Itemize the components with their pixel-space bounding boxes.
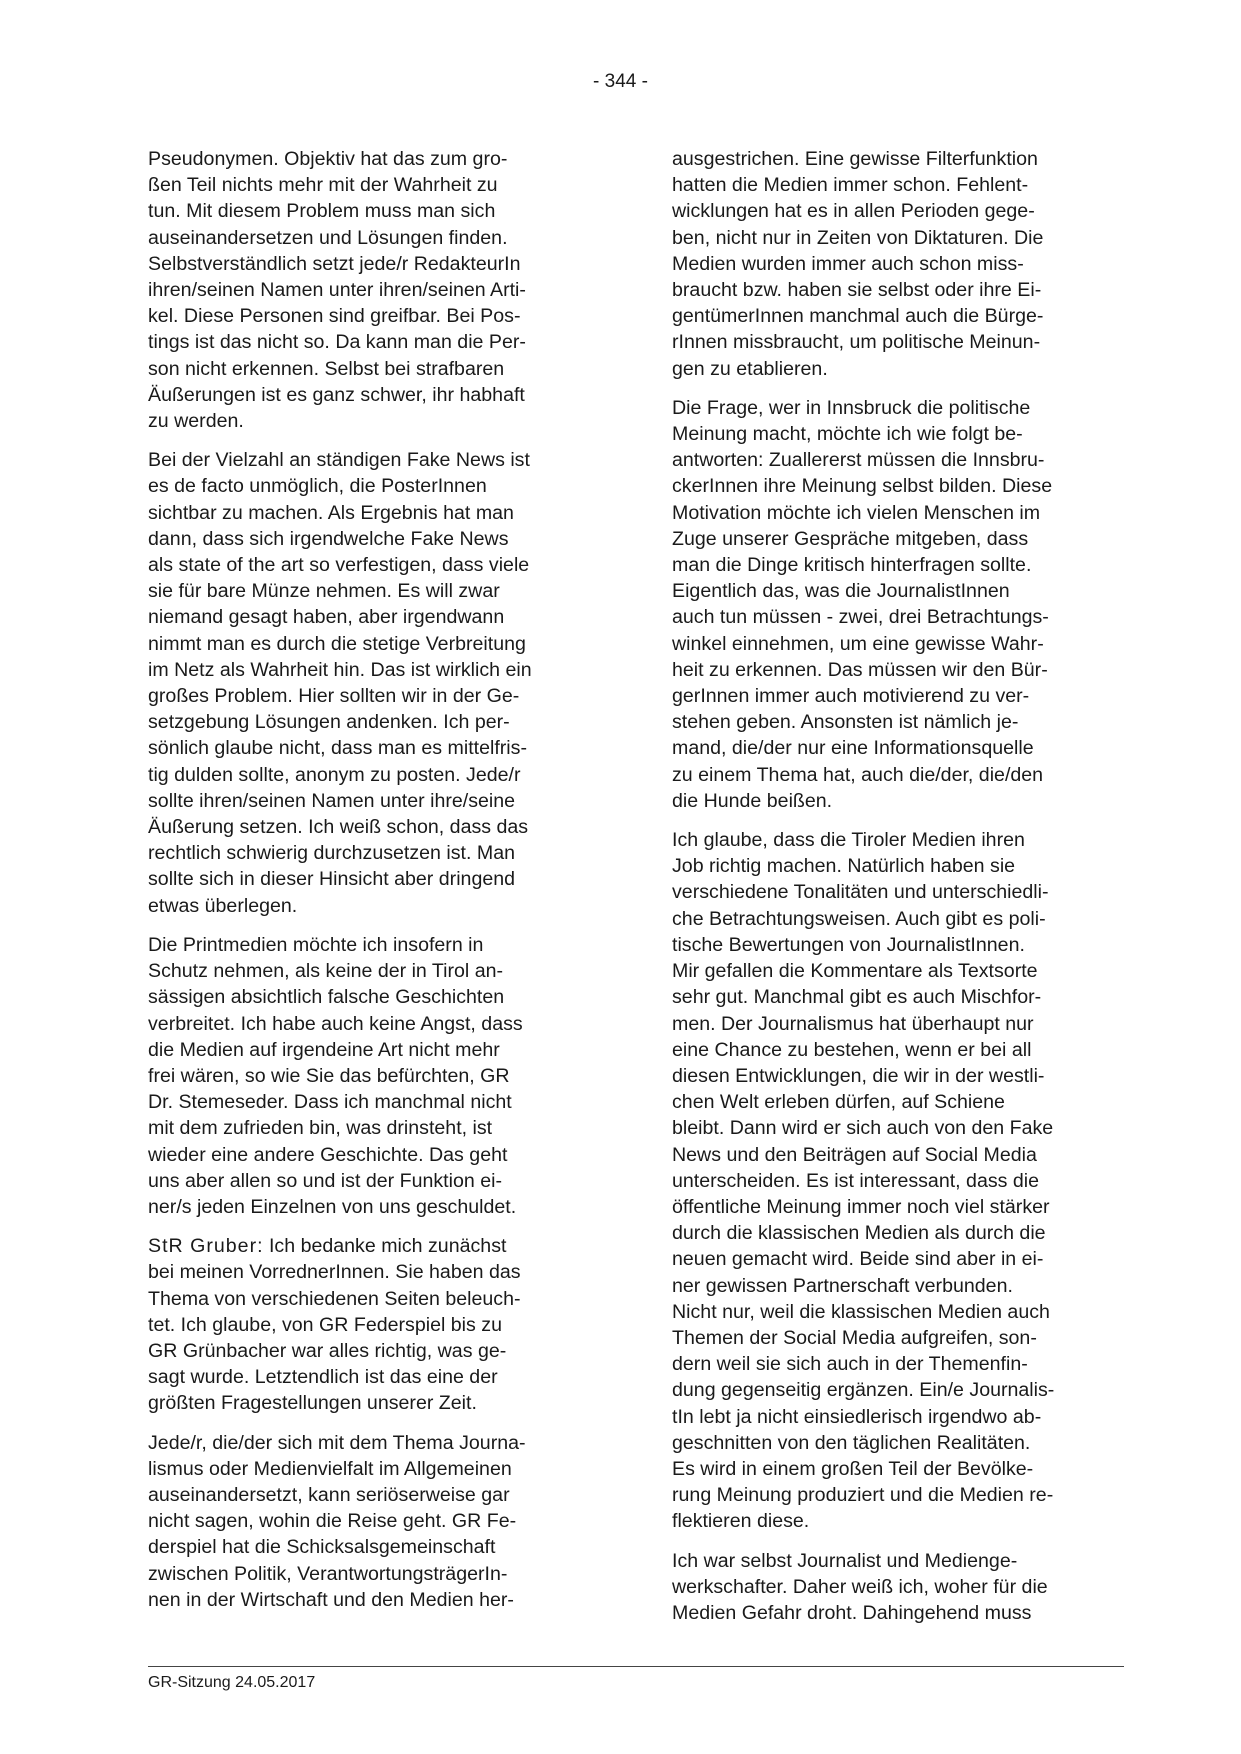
text-line: Motivation möchte ich vielen Menschen im [672,501,1041,524]
text-line: öffentliche Meinung immer noch viel stärker [672,1195,1050,1218]
text-line: geschnitten von den täglichen Realitäten. [672,1431,1031,1454]
text-line: diesen Entwicklungen, die wir in der westli- [672,1064,1045,1087]
text-line: sehr gut. Manchmal gibt es auch Mischfor- [672,986,1042,1009]
text-line: chen Welt erleben dürfen, auf Schiene [672,1091,1005,1114]
text-line: Die Printmedien möchte ich insofern in [148,933,484,956]
text-line: als state of the art so verfestigen, dass viele [148,554,530,577]
speaker-name: StR Gruber: [148,1235,264,1258]
text-line: Bei der Vielzahl an ständigen Fake News ist [148,449,530,472]
text-line: stehen geben. Ansonsten ist nämlich je- [672,711,1019,734]
text-line: sollte sich in dieser Hinsicht aber dringend [148,868,516,891]
text-line: nicht sagen, wohin die Reise geht. GR Fe- [148,1510,517,1533]
text-line: eine Chance zu bestehen, wenn er bei all [672,1038,1032,1061]
text-line: Ich glaube, dass die Tiroler Medien ihren [672,829,1025,852]
text-line: gentümerInnen manchmal auch die Bürge- [672,305,1044,328]
text-line: rung Meinung produziert und die Medien re- [672,1484,1054,1507]
text-line: rechtlich schwierig durchzusetzen ist. Man [148,842,515,865]
text-line: ausgestrichen. Eine gewisse Filterfunktion [672,148,1038,170]
text-line: dann, dass sich irgendwelche Fake News [148,527,509,550]
text-line: Themen der Social Media aufgreifen, son- [672,1326,1037,1349]
text-line: sässigen absichtlich falsche Geschichten [148,986,505,1009]
text-line: Medien Gefahr droht. Dahingehend muss [672,1601,1032,1624]
footer-divider [148,1666,1124,1667]
text-line: mand, die/der nur eine Informationsquelle [672,737,1034,760]
text-line: Dr. Stemeseder. Dass ich manchmal nicht [148,1091,512,1114]
text-line: antworten: Zuallererst müssen die Innsbru- [672,449,1045,472]
text-line: verschiedene Tonalitäten und unterschiedli- [672,881,1049,904]
text-line: verbreitet. Ich habe auch keine Angst, dass [148,1012,523,1035]
text-line: Mir gefallen die Kommentare als Textsorte [672,960,1038,983]
paragraph [148,146,604,434]
text-line: rInnen missbraucht, um politische Meinun- [672,331,1041,354]
text-line: ckerInnen ihre Meinung selbst bilden. Diese [672,475,1053,498]
text-line: im Netz als Wahrheit hin. Das ist wirklich ein [148,658,532,681]
text-line: es de facto unmöglich, die PosterInnen [148,475,487,498]
text-line: wicklungen hat es in allen Perioden gege- [672,200,1035,223]
paragraph [672,146,1122,382]
text-line: derspiel hat die Schicksalsgemeinschaft [148,1536,496,1559]
text-line: sichtbar zu machen. Als Ergebnis hat man [148,501,514,524]
text-line: Pseudonymen. Objektiv hat das zum gro- [148,148,508,170]
text-line: größten Fragestellungen unserer Zeit. [148,1392,477,1415]
text-line: zwischen Politik, VerantwortungsträgerIn- [148,1562,508,1585]
text-line: sönlich glaube nicht, dass man es mittelfris- [148,737,527,760]
left-column [148,146,604,1626]
footer-session-date: GR-Sitzung 24.05.2017 [148,1674,316,1691]
text-line: großes Problem. Hier sollten wir in der Ge- [148,685,520,708]
text-line: bei meinen VorrednerInnen. Sie haben das [148,1261,521,1284]
text-line: zu werden. [148,410,244,433]
text-line: Ich war selbst Journalist und Medienge- [672,1549,1018,1572]
text-line: gen zu etablieren. [672,357,828,380]
text-line: men. Der Journalismus hat überhaupt nur [672,1012,1034,1035]
text-line: Medien wurden immer auch schon miss- [672,252,1024,275]
text-line: tIn lebt ja nicht einsiedlerisch irgendwo ab- [672,1405,1042,1428]
text-line: GR Grünbacher war alles richtig, was ge- [148,1339,507,1362]
text-line: setzgebung Lösungen andenken. Ich per- [148,711,510,734]
text-line: die Medien auf irgendeine Art nicht mehr [148,1038,500,1061]
text-line: kel. Diese Personen sind greifbar. Bei Pos- [148,305,521,328]
text-line: nen in der Wirtschaft und den Medien her- [148,1588,514,1611]
text-line: dung gegenseitig ergänzen. Ein/e Journalis- [672,1379,1055,1402]
text-line: ßen Teil nichts mehr mit der Wahrheit zu [148,174,498,197]
text-line: lismus oder Medienvielfalt im Allgemeinen [148,1457,512,1480]
text-line: frei wären, so wie Sie das befürchten, GR [148,1064,510,1087]
text-line: auch tun müssen - zwei, drei Betrachtungs- [672,606,1049,629]
text-line: zu einem Thema hat, auch die/der, die/den [672,763,1044,786]
text-line: mit dem zufrieden bin, was drinsteht, ist [148,1117,493,1140]
right-column [672,146,1122,1639]
text-line: gerInnen immer auch motivierend zu ver- [672,685,1030,708]
text-line: ihren/seinen Namen unter ihren/seinen Arti- [148,279,526,302]
text-line: auseinandersetzt, kann seriöserweise gar [148,1483,510,1506]
text-line: Äußerung setzen. Ich weiß schon, dass das [148,816,529,839]
paragraph [672,395,1122,814]
text-line: ner/s jeden Einzelnen von uns geschuldet. [148,1195,517,1218]
page-number: - 344 - [593,71,648,92]
text-line: winkel einnehmen, um eine gewisse Wahr- [672,632,1044,655]
text-line: Es wird in einem großen Teil der Bevölke- [672,1457,1034,1480]
text-line: tig dulden sollte, anonym zu posten. Jede/r [148,763,521,786]
text-line: Jede/r, die/der sich mit dem Thema Journa- [148,1431,526,1454]
text-line: Zuge unserer Gespräche mitgeben, dass [672,527,1029,550]
text-line: tings ist das nicht so. Da kann man die Per- [148,331,526,354]
paragraph [672,827,1122,1534]
text-line: flektieren diese. [672,1510,810,1533]
text-line: Selbstverständlich setzt jede/r RedakteurIn [148,252,521,275]
text-line: unterscheiden. Es ist interessant, dass die [672,1169,1040,1192]
text-line: neuen gemacht wird. Beide sind aber in ei- [672,1248,1044,1271]
text-line: Nicht nur, weil die klassischen Medien auch [672,1300,1050,1323]
text-line: Die Frage, wer in Innsbruck die politische [672,396,1031,419]
text-line: Meinung macht, möchte ich wie folgt be- [672,423,1023,446]
text-line: Schutz nehmen, als keine der in Tirol an- [148,960,504,983]
text-line: braucht bzw. haben sie selbst oder ihre Ei- [672,279,1042,302]
text-line: bleibt. Dann wird er sich auch von den Fake [672,1117,1054,1140]
text-line: ner gewissen Partnerschaft verbunden. [672,1274,1013,1297]
text-line: durch die klassischen Medien als durch die [672,1222,1046,1245]
paragraph [672,1548,1122,1627]
text-line: Äußerungen ist es ganz schwer, ihr habhaft [148,383,525,406]
text-line: man die Dinge kritisch hinterfragen sollte. [672,554,1032,577]
text-line: tet. Ich glaube, von GR Federspiel bis zu [148,1313,502,1336]
text-line: Thema von verschiedenen Seiten beleuch- [148,1287,521,1310]
text-line: werkschafter. Daher weiß ich, woher für die [672,1575,1048,1598]
text-line: Job richtig machen. Natürlich haben sie [672,855,1016,878]
text-line: News und den Beiträgen auf Social Media [672,1143,1037,1166]
speaker-line [148,1233,604,1259]
text-line: etwas überlegen. [148,894,298,917]
paragraph [148,932,604,1220]
text-line: sagt wurde. Letztendlich ist das eine der [148,1366,498,1389]
paragraph [148,1233,604,1416]
text-line: dern weil sie sich auch in der Themenfin- [672,1353,1028,1376]
paragraph [148,447,604,919]
text-line: che Betrachtungsweisen. Auch gibt es poli- [672,907,1046,930]
speaker-line-text: Ich bedanke mich zunächst [263,1235,507,1258]
text-line: hatten die Medien immer schon. Fehlent- [672,174,1029,197]
text-line: sie für bare Münze nehmen. Es will zwar [148,580,500,603]
text-line: wieder eine andere Geschichte. Das geht [148,1143,508,1166]
text-line: nimmt man es durch die stetige Verbreitung [148,632,526,655]
text-line: heit zu erkennen. Das müssen wir den Bür- [672,658,1048,681]
text-line: niemand gesagt haben, aber irgendwann [148,606,505,629]
text-line: die Hunde beißen. [672,789,833,812]
text-line: sollte ihren/seinen Namen unter ihre/seine [148,789,516,812]
text-line: son nicht erkennen. Selbst bei strafbaren [148,357,505,380]
text-line: auseinandersetzen und Lösungen finden. [148,226,508,249]
text-line: tun. Mit diesem Problem muss man sich [148,200,496,223]
paragraph [148,1430,604,1613]
text-line: ben, nicht nur in Zeiten von Diktaturen. Die [672,226,1044,249]
text-line: Eigentlich das, was die JournalistInnen [672,580,1010,603]
text-line: tische Bewertungen von JournalistInnen. [672,933,1025,956]
text-line: uns aber allen so und ist der Funktion ei- [148,1169,502,1192]
